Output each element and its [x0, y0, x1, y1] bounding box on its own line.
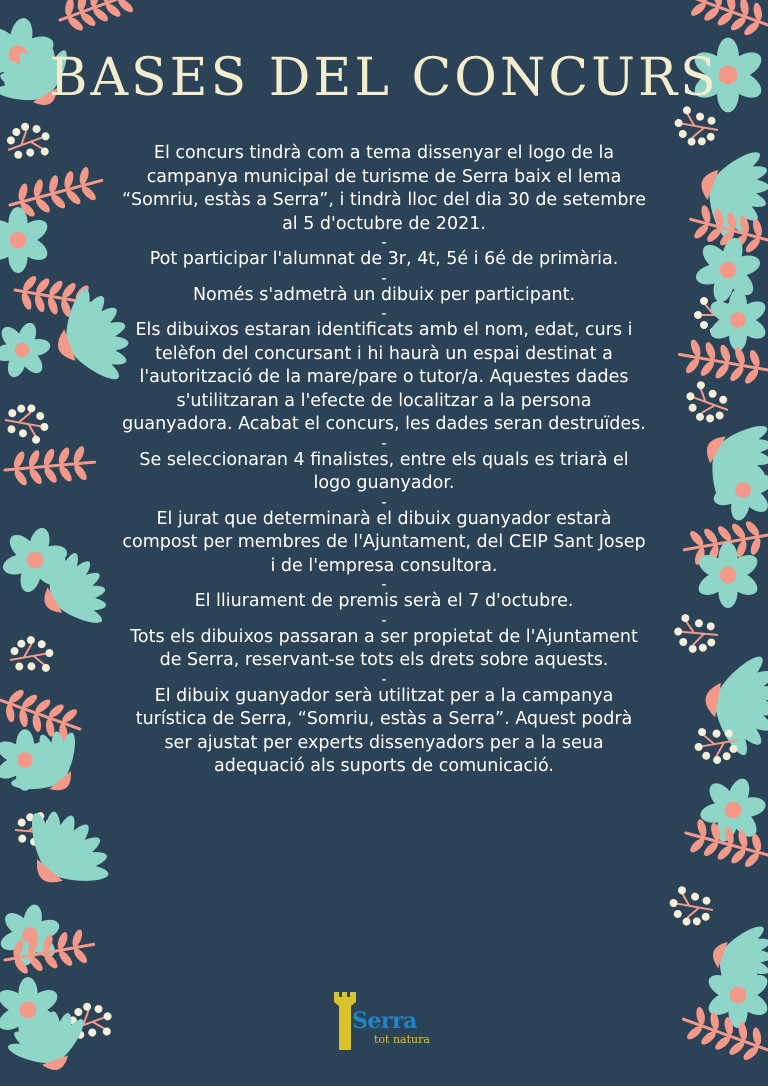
rule-item: Pot participar l'alumnat de 3r, 4t, 5é i 6é de primària. — [149, 249, 619, 269]
rules-list — [120, 142, 648, 779]
rule-separator: - — [381, 268, 387, 287]
fan-flower-icon — [2, 791, 128, 912]
page-title: BASES DEL CONCURS — [49, 48, 719, 108]
rule-item: Se seleccionaran 4 finalistes, entre els quals es triarà el logo guanyador. — [139, 449, 629, 493]
fern-leaf-icon — [682, 0, 768, 43]
rule-item: El jurat que determinarà el dibuix guanyador estarà compost per membres de l'Ajuntament, del CEIP Sant Josep i de l'empresa consultora. — [122, 508, 646, 576]
berry-sprig-icon — [7, 633, 57, 678]
rule-separator: - — [381, 233, 387, 251]
rule-item: Tots els dibuixos passaran a ser propietat de l'Ajuntament de Serra, reservant-se tots els drets sobre aquests. — [130, 626, 638, 670]
rule-separator: - — [381, 610, 387, 629]
berry-sprig-icon — [680, 378, 734, 429]
fern-leaf-icon — [3, 443, 96, 488]
rule-item: El dibuix guanyador serà utilitzat per a la campanya turística de Serra, “Somriu, estàs a Serra”. Aquest podrà ser ajustat per experts dissenyadors per a la seua adequació als suports de comunicació. — [135, 685, 633, 776]
logo-tagline: tot natura — [374, 1033, 430, 1046]
rule-item: El concurs tindrà com a tema dissenyar el logo de la campanya municipal de turisme de Serra baix el lema “Somriu, estàs a Serra”, i tindrà lloc del dia 30 de setembre al 5 d'octubre de 2021. — [121, 143, 647, 234]
berry-sprig-icon — [666, 885, 716, 930]
serra-logo — [334, 990, 444, 1050]
rule-separator: - — [381, 433, 387, 452]
fern-leaf-icon — [54, 0, 142, 38]
fern-leaf-icon — [676, 336, 768, 389]
flower-icon — [0, 207, 51, 273]
rule-item: El lliurament de premis serà el 7 d'octubre. — [194, 591, 574, 611]
logo-name: Serra — [352, 1008, 417, 1034]
berry-sprig-icon — [1, 116, 55, 167]
rule-item: Els dibuixos estaran identificats amb el nom, edat, curs i telèfon del concursant i hi haurà un espai destinat a l'autorització de la mare/pare o tutor/a. Aquestes dades s'utilitzaran a l'efecte de localitzar a la persona guanyadora. Acabat el concurs, les dades seran destruïdes. — [122, 320, 646, 434]
flower-icon — [0, 313, 59, 387]
berry-sprig-icon — [672, 613, 719, 655]
rule-separator: - — [381, 492, 387, 511]
rule-separator: - — [381, 575, 387, 593]
rule-separator: - — [381, 669, 387, 688]
rule-item: Només s'admetrà un dibuix per participant. — [192, 284, 576, 305]
berry-sprig-icon — [671, 105, 721, 150]
berry-sprig-icon — [2, 400, 52, 445]
rule-separator: - — [381, 304, 387, 322]
